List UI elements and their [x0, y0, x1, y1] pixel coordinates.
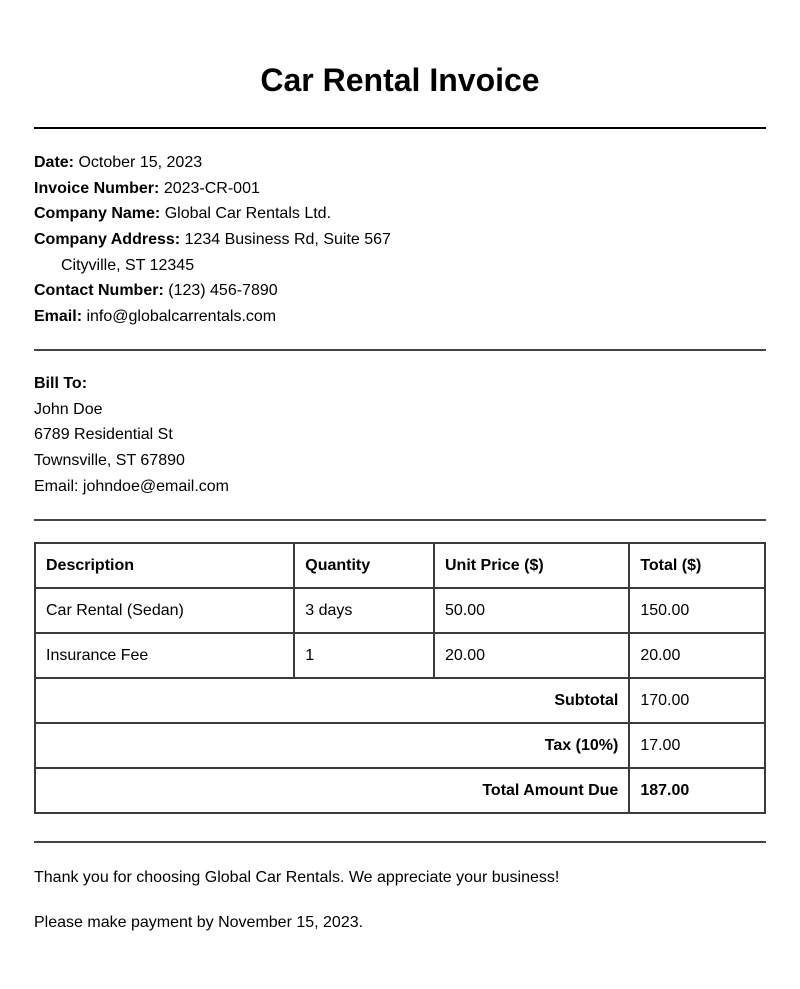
table-divider: [34, 841, 766, 843]
contact-number-label: Contact Number:: [34, 282, 164, 300]
company-info: [34, 150, 391, 330]
company-address-line1: 1234 Business Rd, Suite 567: [184, 231, 391, 249]
payment-note: Please make payment by November 15, 2023.: [34, 914, 364, 931]
total-value: 187.00: [629, 768, 765, 813]
tax-value: 17.00: [629, 723, 765, 768]
subtotal-value: 170.00: [629, 678, 765, 723]
info-divider: [34, 349, 766, 351]
table-cell: Insurance Fee: [35, 633, 294, 678]
table-cell: 50.00: [434, 588, 629, 633]
table-cell: 150.00: [629, 588, 765, 633]
subtotal-label: Subtotal: [35, 678, 629, 723]
date-value: October 15, 2023: [78, 154, 203, 171]
total-row: [35, 768, 765, 813]
invoice-number-label: Invoice Number:: [34, 179, 160, 197]
invoice-table: [34, 542, 766, 814]
column-header: Unit Price ($): [434, 543, 629, 588]
subtotal-row: [35, 678, 765, 723]
column-header: Description: [35, 543, 294, 588]
customer-name: John Doe: [34, 400, 103, 418]
table-cell: 1: [294, 633, 434, 678]
company-address-label: Company Address:: [34, 231, 181, 249]
page-title: Car Rental Invoice: [260, 62, 540, 98]
column-header: Quantity: [294, 543, 434, 588]
contact-number-value: (123) 456-7890: [168, 282, 278, 300]
tax-label: Tax (10%): [35, 723, 629, 768]
column-header: Total ($): [629, 543, 765, 588]
table-header-row: [35, 543, 765, 588]
tax-row: [35, 723, 765, 768]
total-label: Total Amount Due: [35, 768, 629, 813]
contact-number-row: [34, 278, 391, 304]
table-cell: 3 days: [294, 588, 434, 633]
company-email-label: Email:: [34, 308, 83, 326]
company-email-value: info@globalcarrentals.com: [86, 308, 277, 326]
customer-city: Townsville, ST 67890: [34, 452, 185, 470]
invoice-number-value: 2023-CR-001: [163, 179, 260, 197]
customer-street: 6789 Residential St: [34, 426, 173, 444]
invoice-page: [34, 0, 766, 931]
title-divider: [34, 127, 766, 129]
company-address-line2: Cityville, ST 12345: [61, 256, 195, 274]
billing-divider: [34, 519, 766, 521]
company-name-label: Company Name:: [34, 205, 161, 223]
bill-to-label: Bill To:: [34, 375, 88, 392]
table-row: [35, 633, 765, 678]
company-address-row: [34, 227, 391, 253]
company-name-value: Global Car Rentals Ltd.: [164, 205, 332, 223]
thank-you-note: Thank you for choosing Global Car Rentals. We appreciate your business!: [34, 869, 560, 886]
invoice-number-row: [34, 176, 391, 202]
customer-email: Email: johndoe@email.com: [34, 477, 229, 495]
table-cell: 20.00: [629, 633, 765, 678]
table-row: [35, 588, 765, 633]
bill-to: [34, 371, 229, 499]
table-cell: Car Rental (Sedan): [35, 588, 294, 633]
table-cell: 20.00: [434, 633, 629, 678]
company-email-row: [34, 304, 391, 330]
date-label: Date:: [34, 154, 75, 171]
date-row: [34, 150, 391, 176]
company-name-row: [34, 201, 391, 227]
